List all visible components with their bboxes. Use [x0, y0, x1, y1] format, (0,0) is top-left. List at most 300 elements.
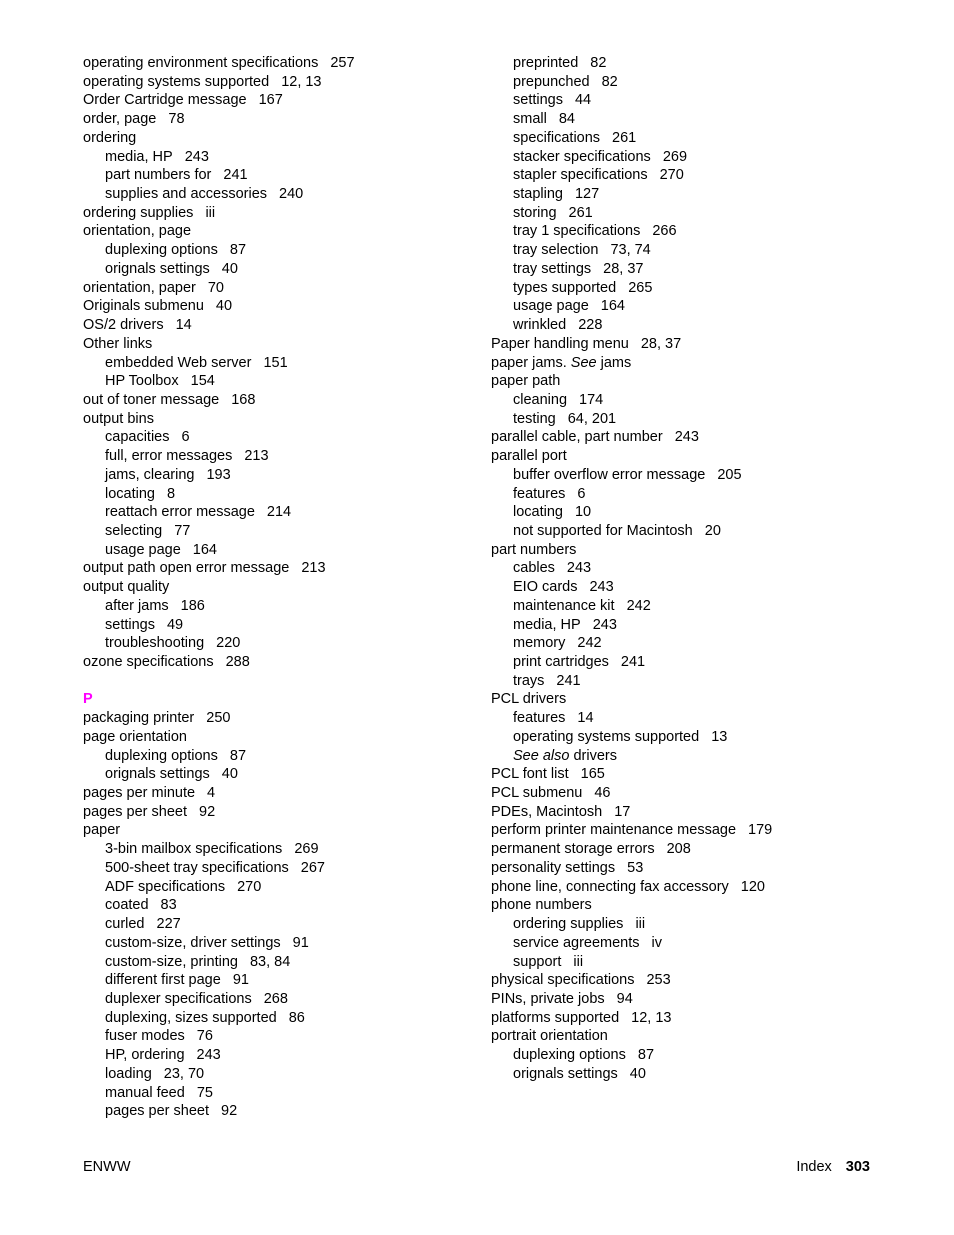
index-page-refs: 92	[199, 803, 216, 820]
index-entry	[83, 204, 483, 223]
index-term: selecting	[105, 522, 163, 539]
index-page-refs: 270	[237, 878, 262, 895]
index-entry	[491, 803, 911, 822]
index-term: page orientation	[83, 728, 187, 745]
index-page-refs: 127	[574, 186, 600, 203]
index-entry	[491, 878, 911, 897]
index-page-refs: 154	[190, 373, 215, 390]
index-subentry	[83, 840, 483, 859]
index-page-refs: 174	[579, 391, 604, 408]
index-term: phone numbers	[491, 897, 592, 914]
index-term: cleaning	[513, 391, 568, 408]
index-term: cables	[513, 560, 555, 577]
index-subentry	[83, 166, 483, 185]
index-entry	[491, 971, 911, 990]
index-page-refs: 168	[231, 391, 256, 408]
index-term: platforms supported	[491, 1009, 620, 1026]
index-entry	[491, 821, 911, 840]
see-reference-target: jams	[600, 354, 632, 371]
index-subentry	[491, 185, 911, 204]
index-page-refs: 193	[206, 466, 231, 483]
index-section-letter: P	[83, 691, 93, 708]
index-subentry	[491, 616, 911, 635]
index-subentry	[491, 110, 911, 129]
index-subentry	[491, 316, 911, 335]
index-subentry	[491, 915, 911, 934]
index-entry	[83, 110, 483, 129]
index-term: settings	[105, 616, 155, 633]
index-entry	[83, 559, 483, 578]
index-page-refs: 28, 37	[603, 260, 644, 277]
index-term: order, page	[83, 111, 157, 128]
index-term: specifications	[513, 129, 601, 146]
index-page-refs: 6	[181, 429, 190, 446]
index-term: part numbers	[491, 541, 577, 558]
index-entry	[83, 784, 483, 803]
index-subentry	[491, 204, 911, 223]
index-entry	[491, 335, 911, 354]
index-page-refs: 44	[574, 92, 592, 109]
index-subentry	[491, 747, 911, 766]
index-page-refs: 40	[629, 1065, 646, 1082]
index-term: phone line, connecting fax accessory	[491, 878, 729, 895]
index-subentry	[83, 541, 483, 560]
index-term: personality settings	[491, 859, 616, 876]
index-page-refs: 87	[637, 1047, 655, 1064]
index-page-refs: 261	[568, 204, 593, 221]
index-page-refs: 243	[589, 579, 614, 596]
index-subentry	[83, 241, 483, 260]
index-page-refs: 257	[330, 55, 355, 71]
index-entry	[491, 1009, 911, 1028]
index-term: 3-bin mailbox specifications	[105, 841, 283, 858]
index-page-refs: 82	[601, 73, 618, 90]
index-page-refs: 164	[192, 541, 217, 558]
index-subentry	[491, 728, 911, 747]
index-subentry	[83, 485, 483, 504]
index-term: EIO cards	[513, 579, 578, 596]
index-term: orientation, paper	[83, 279, 196, 296]
index-term: ordering	[83, 129, 137, 146]
index-term: pages per minute	[83, 785, 196, 802]
index-term: prepunched	[513, 73, 590, 90]
index-term: duplexing options	[105, 242, 218, 259]
index-term: ordering supplies	[83, 204, 194, 221]
index-term: stapler specifications	[513, 167, 648, 184]
index-term: Order Cartridge message	[83, 92, 247, 109]
index-term: output bins	[83, 410, 154, 427]
index-page-refs: 4	[207, 785, 216, 802]
index-entry	[491, 372, 911, 391]
index-entry	[491, 859, 911, 878]
index-term: duplexing options	[105, 747, 218, 764]
index-page-refs: 83	[160, 897, 177, 914]
index-subentry	[491, 241, 911, 260]
index-term: pages per sheet	[105, 1103, 209, 1120]
index-term: PINs, private jobs	[491, 990, 605, 1007]
index-page-refs: 167	[258, 92, 283, 109]
index-subentry	[491, 934, 911, 953]
index-page-refs: 40	[221, 260, 238, 277]
index-term: packaging printer	[83, 710, 195, 727]
index-term: parallel port	[491, 448, 567, 465]
index-subentry	[83, 597, 483, 616]
index-page-refs: 214	[266, 504, 292, 521]
index-subentry	[491, 260, 911, 279]
index-entry	[491, 840, 911, 859]
index-entry	[83, 297, 483, 316]
index-term: HP, ordering	[105, 1047, 185, 1064]
index-term: PCL font list	[491, 766, 569, 783]
index-column-right	[491, 54, 911, 1084]
index-subentry	[491, 597, 911, 616]
index-page-refs: iii	[635, 916, 646, 933]
index-term: preprinted	[513, 55, 579, 71]
index-term: supplies and accessories	[105, 186, 268, 203]
index-term: maintenance kit	[513, 597, 615, 614]
index-page-refs: 86	[288, 1009, 305, 1026]
index-term: output quality	[83, 579, 170, 596]
index-subentry	[83, 953, 483, 972]
index-subentry	[491, 391, 911, 410]
index-term: portrait orientation	[491, 1028, 608, 1045]
index-entry	[83, 54, 483, 73]
index-term: paper path	[491, 373, 561, 390]
index-page-refs: 70	[207, 279, 224, 296]
index-subentry	[491, 222, 911, 241]
index-entry	[491, 784, 911, 803]
index-term: paper	[83, 822, 121, 839]
index-entry	[83, 803, 483, 822]
index-page-refs: 76	[196, 1028, 213, 1045]
index-page-refs: 40	[215, 298, 233, 315]
index-term: stacker specifications	[513, 148, 651, 165]
index-term: media, HP	[513, 616, 581, 633]
index-subentry	[491, 1046, 911, 1065]
index-page-refs: 46	[594, 785, 611, 802]
index-page-refs: 243	[184, 148, 209, 165]
index-term: tray 1 specifications	[513, 223, 641, 240]
index-page-refs: 23, 70	[163, 1065, 205, 1082]
index-term: different first page	[105, 972, 221, 989]
index-entry	[83, 578, 483, 597]
index-page-refs: 120	[740, 878, 765, 895]
index-term: types supported	[513, 279, 617, 296]
index-subentry	[491, 653, 911, 672]
index-term: duplexing, sizes supported	[105, 1009, 277, 1026]
index-subentry	[83, 765, 483, 784]
index-page-refs: 179	[748, 822, 773, 839]
index-term: after jams	[105, 597, 169, 614]
index-page-refs: 228	[578, 317, 603, 334]
index-subentry	[83, 260, 483, 279]
index-page-refs: iii	[573, 953, 584, 970]
index-entry	[83, 653, 483, 672]
index-term: service agreements	[513, 934, 640, 951]
index-term: Paper handling menu	[491, 335, 629, 352]
index-entry	[491, 1027, 911, 1046]
index-subentry	[83, 1102, 483, 1121]
index-page-refs: 87	[229, 747, 247, 764]
index-page-refs: 288	[225, 654, 250, 670]
index-page-refs: 268	[263, 990, 288, 1007]
footer-section-name: Index	[796, 1159, 832, 1175]
index-entry	[83, 91, 483, 110]
index-subentry	[491, 578, 911, 597]
index-page-refs: 267	[300, 859, 325, 876]
index-term: storing	[513, 204, 557, 221]
index-page-refs: 73, 74	[610, 242, 651, 259]
index-subentry	[83, 148, 483, 167]
index-term: operating environment specifications	[83, 55, 319, 71]
index-term: features	[513, 710, 566, 727]
index-entry	[83, 73, 483, 92]
see-reference-label: See	[570, 354, 597, 371]
index-page-refs: 87	[229, 242, 247, 259]
index-term: coated	[105, 897, 149, 914]
index-page-refs: 241	[223, 167, 248, 184]
index-term: duplexing options	[513, 1047, 626, 1064]
page-number: 303	[845, 1159, 870, 1175]
index-page-refs: 14	[175, 317, 192, 334]
index-term: output path open error message	[83, 560, 290, 577]
index-page-refs: 243	[566, 560, 592, 577]
index-subentry	[491, 297, 911, 316]
index-page-refs: 13	[711, 728, 728, 745]
index-subentry	[491, 148, 911, 167]
footer-left	[83, 1158, 131, 1176]
index-term: ADF specifications	[105, 878, 226, 895]
index-term: HP Toolbox	[105, 373, 179, 390]
index-term: features	[513, 485, 566, 502]
index-subentry	[491, 634, 911, 653]
index-entry	[491, 896, 911, 915]
index-page-refs: 241	[620, 654, 646, 670]
index-page-refs: 205	[717, 466, 742, 483]
index-term: custom-size, driver settings	[105, 934, 281, 951]
index-subentry	[83, 1084, 483, 1103]
see-reference-label: See also	[513, 747, 570, 764]
index-page-refs: 8	[166, 485, 176, 502]
index-page-refs: 151	[263, 354, 288, 371]
index-subentry	[491, 953, 911, 972]
index-term: PDEs, Macintosh	[491, 803, 603, 820]
index-term: wrinkled	[513, 317, 567, 334]
index-term: tray settings	[513, 260, 592, 277]
index-term: media, HP	[105, 148, 173, 165]
index-page-refs: 242	[626, 597, 651, 614]
index-entry	[491, 428, 911, 447]
index-term: operating systems supported	[83, 73, 270, 90]
index-page-refs: 220	[216, 635, 241, 652]
index-page-refs: 78	[168, 111, 185, 128]
index-page-refs: 94	[616, 990, 633, 1007]
index-page-refs: 243	[196, 1047, 221, 1064]
index-term: loading	[105, 1065, 152, 1082]
index-entry	[491, 541, 911, 560]
footer-publisher-code: ENWW	[83, 1159, 131, 1175]
index-entry	[491, 447, 911, 466]
index-page-refs: iii	[205, 204, 216, 221]
index-page-refs: 213	[301, 560, 326, 577]
index-subentry	[491, 522, 911, 541]
index-page-refs: 269	[662, 148, 688, 165]
index-term: perform printer maintenance message	[491, 822, 737, 839]
index-page-refs: 92	[221, 1103, 238, 1120]
index-column-left	[83, 54, 483, 1121]
index-entry	[83, 335, 483, 354]
index-subentry	[83, 859, 483, 878]
index-subentry	[491, 503, 911, 522]
index-page-refs: 261	[612, 129, 637, 146]
index-subentry	[83, 522, 483, 541]
index-page-refs: 10	[574, 504, 592, 521]
index-page-refs: 82	[590, 55, 607, 71]
index-page-refs: 83, 84	[249, 953, 291, 970]
index-term: memory	[513, 635, 566, 652]
index-page-refs: 91	[292, 934, 309, 951]
index-page-refs: 12, 13	[281, 73, 322, 90]
index-term: print cartridges	[513, 654, 609, 670]
index-subentry	[491, 279, 911, 298]
index-subentry	[491, 1065, 911, 1084]
index-page-refs: 242	[577, 635, 602, 652]
index-subentry	[83, 466, 483, 485]
index-subentry	[83, 1027, 483, 1046]
index-subentry	[83, 372, 483, 391]
index-subentry	[491, 91, 911, 110]
index-term: parallel cable, part number	[491, 429, 663, 446]
index-page-refs: 164	[600, 298, 625, 315]
index-page-refs: 253	[646, 972, 671, 989]
index-page-refs: 186	[180, 597, 205, 614]
index-subentry	[491, 166, 911, 185]
index-term: usage page	[513, 298, 589, 315]
index-term: Other links	[83, 335, 153, 352]
index-entry	[491, 990, 911, 1009]
index-term: 500-sheet tray specifications	[105, 859, 289, 876]
index-term: troubleshooting	[105, 635, 205, 652]
index-spacer	[83, 672, 483, 691]
index-page-refs: 240	[279, 186, 304, 203]
index-subentry	[83, 747, 483, 766]
index-subentry	[491, 559, 911, 578]
see-reference-target: drivers	[573, 747, 617, 764]
index-term: paper jams.	[491, 354, 567, 371]
index-page-refs: 265	[628, 279, 653, 296]
index-subentry	[83, 971, 483, 990]
index-subentry	[83, 915, 483, 934]
index-page-refs: 28, 37	[640, 335, 682, 352]
index-term: operating systems supported	[513, 728, 700, 745]
index-subentry	[491, 709, 911, 728]
index-entry	[491, 765, 911, 784]
index-page-refs: 91	[232, 972, 249, 989]
index-subentry	[83, 185, 483, 204]
index-entry	[83, 728, 483, 747]
index-page-refs: 20	[704, 522, 721, 539]
index-term: orientation, page	[83, 223, 192, 240]
index-subentry	[83, 878, 483, 897]
index-subentry	[491, 54, 911, 73]
index-term: settings	[513, 92, 563, 109]
index-page-refs: 227	[156, 916, 181, 933]
index-page-refs: 77	[174, 522, 191, 539]
index-entry	[83, 821, 483, 840]
index-page-refs: 84	[558, 111, 575, 128]
index-term: not supported for Macintosh	[513, 522, 693, 539]
index-page-refs: 49	[166, 616, 184, 633]
index-subentry	[491, 672, 911, 691]
index-entry	[83, 709, 483, 728]
index-subentry	[83, 634, 483, 653]
index-page-refs: 53	[627, 859, 644, 876]
index-term: ozone specifications	[83, 654, 214, 670]
index-term: Originals submenu	[83, 298, 204, 315]
index-term: part numbers for	[105, 167, 212, 184]
index-term: PCL submenu	[491, 785, 583, 802]
index-term: manual feed	[105, 1084, 185, 1101]
index-subentry	[83, 1065, 483, 1084]
index-subentry	[491, 410, 911, 429]
index-subentry	[83, 990, 483, 1009]
index-term: locating	[105, 485, 155, 502]
index-entry	[83, 222, 483, 241]
index-page-refs: 250	[206, 710, 231, 727]
index-subentry	[83, 354, 483, 373]
index-page-refs: 12, 13	[631, 1009, 672, 1026]
index-entry	[83, 391, 483, 410]
index-term: out of toner message	[83, 391, 220, 408]
index-page-refs: 208	[666, 841, 691, 858]
index-page-refs: 64, 201	[567, 410, 617, 427]
index-page-refs: 6	[577, 485, 586, 502]
index-page-refs: 165	[580, 766, 605, 783]
index-term: pages per sheet	[83, 803, 187, 820]
index-term: jams, clearing	[105, 466, 195, 483]
index-term: usage page	[105, 541, 181, 558]
index-term: permanent storage errors	[491, 841, 655, 858]
index-subentry	[83, 616, 483, 635]
index-page-refs: 75	[196, 1084, 213, 1101]
index-term: stapling	[513, 186, 563, 203]
index-page-refs: 266	[652, 223, 677, 240]
index-subentry	[83, 447, 483, 466]
index-subentry	[83, 896, 483, 915]
index-subentry	[83, 1009, 483, 1028]
index-subentry	[491, 485, 911, 504]
index-subentry	[491, 129, 911, 148]
index-page-refs: 213	[244, 448, 269, 465]
index-term: capacities	[105, 429, 170, 446]
index-term: small	[513, 111, 547, 128]
index-term: OS/2 drivers	[83, 317, 164, 334]
index-page-refs: iv	[651, 934, 663, 951]
index-page-refs: 243	[592, 616, 617, 633]
index-entry	[491, 690, 911, 709]
index-entry	[83, 410, 483, 429]
index-term: locating	[513, 504, 563, 521]
index-term: tray selection	[513, 242, 599, 259]
index-term: fuser modes	[105, 1028, 185, 1045]
index-term: orignals settings	[513, 1065, 618, 1082]
index-term: full, error messages	[105, 448, 233, 465]
index-term: support	[513, 953, 562, 970]
index-subentry	[491, 73, 911, 92]
index-page-refs: 241	[556, 672, 581, 689]
index-page-refs: 14	[577, 710, 594, 727]
index-entry	[83, 316, 483, 335]
